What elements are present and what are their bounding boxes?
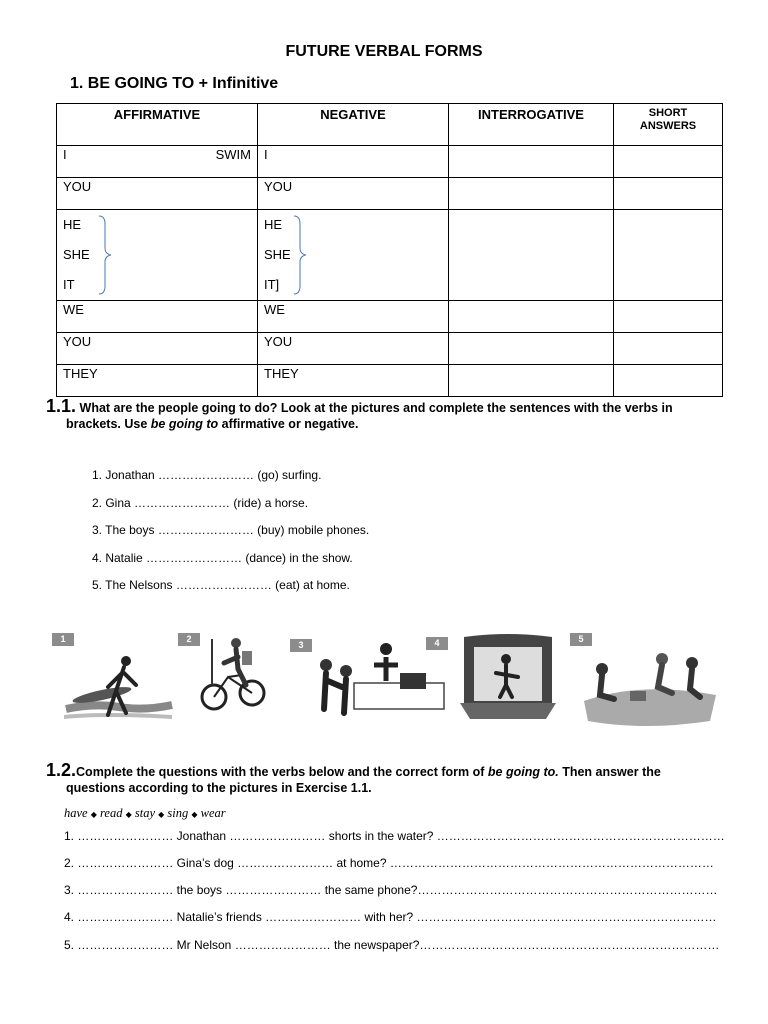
cell-affirmative: YOU [57,178,258,210]
cell-interrogative [449,178,614,210]
instruction-italic: be going to [150,417,219,431]
cell-interrogative [449,146,614,178]
header-interrogative: INTERROGATIVE [449,104,614,146]
picnic-icon [580,645,720,729]
stage-icon [460,633,556,723]
cell-negative [258,210,449,301]
cell-affirmative [57,146,258,178]
cell-interrogative [449,301,614,333]
cell-negative: WE [258,301,449,333]
pronoun: I [63,147,67,162]
diamond-icon: ◆ [125,810,132,819]
exercise-1-1-instructions [46,398,716,432]
cell-affirmative: WE [57,301,258,333]
question-item: 5. …………………… Mr Nelson …………………… the newspaper?………………………………………………………………… [64,938,720,952]
cell-short-answer [614,333,723,365]
sentence-item: 3. The boys …………………… (buy) mobile phones. [92,523,370,537]
sentence-item: 2. Gina …………………… (ride) a horse. [92,496,309,510]
diamond-icon: ◆ [90,810,97,819]
question-item: 1. …………………… Jonathan …………………… shorts in the water? ……………………………………………………………… [64,829,725,843]
header-affirmative: AFFIRMATIVE [57,104,258,146]
exercise-number: 1.2. [46,760,77,780]
exercise-number: 1.1. [46,396,77,416]
instruction-text: What are the people going to do? Look at the pictures and complete the sentences with the verbs in [79,401,673,415]
instruction-text: affirmative or negative. [218,417,359,431]
table-header-row [57,104,723,146]
pronoun: IT [63,277,75,292]
section-title: 1. BE GOING TO + Infinitive [70,75,279,92]
diamond-icon: ◆ [158,810,165,819]
cell-short-answer [614,301,723,333]
sentence-item: 5. The Nelsons …………………… (eat) at home. [92,578,350,592]
picture-number: 4 [426,637,448,650]
cell-negative: I [258,146,449,178]
table-row [57,333,723,365]
exercise-1-2-instructions [46,762,716,796]
pronoun: HE [63,217,82,232]
pronoun: SHE [63,247,90,262]
verb-item: sing [167,806,189,820]
instruction-text: questions according to the pictures in Exercise 1.1. [66,781,372,795]
question-item: 4. …………………… Natalie’s friends …………………… with her? ………………………………………………………………… [64,910,717,924]
diamond-icon: ◆ [191,810,198,819]
cell-negative: THEY [258,365,449,397]
cell-short-answer [614,365,723,397]
surfer-icon [64,647,174,732]
cell-affirmative: YOU [57,333,258,365]
verb-item: read [100,806,123,820]
table-row [57,301,723,333]
cell-interrogative [449,333,614,365]
header-negative: NEGATIVE [258,104,449,146]
instruction-text: brackets. Use [66,417,151,431]
page-title: FUTURE VERBAL FORMS [285,43,483,60]
question-item: 2. …………………… Gina’s dog …………………… at home? ……………………………………………………………………… [64,856,714,870]
table-row [57,210,723,301]
verb-item: have [64,806,88,820]
sentence-item: 1. Jonathan …………………… (go) surfing. [92,468,322,482]
instruction-text: Complete the questions with the verbs below and the correct form of [76,765,488,779]
cell-short-answer [614,178,723,210]
cell-interrogative [449,210,614,301]
cell-affirmative [57,210,258,301]
verb-item: wear [200,806,226,820]
picture-number: 3 [290,639,312,652]
cell-short-answer [614,210,723,301]
conjugation-table [56,103,723,397]
question-item: 3. …………………… the boys …………………… the same phone?………………………………………………………………… [64,883,718,897]
picture-number: 5 [570,633,592,646]
header-short-answers: SHORT ANSWERS [614,104,723,146]
cell-negative: YOU [258,333,449,365]
verb-list [64,806,226,821]
table-row [57,365,723,397]
verb: SWIM [215,147,251,162]
cell-short-answer [614,146,723,178]
table-row [57,146,723,178]
brace-icon [292,214,312,296]
cell-affirmative: THEY [57,365,258,397]
pronoun: SHE [264,247,291,262]
instruction-italic: be going to. [487,765,559,779]
brace-icon [97,214,117,296]
verb-item: stay [134,806,156,820]
picture-number: 1 [52,633,74,646]
picture-number: 2 [178,633,200,646]
table-row [57,178,723,210]
pronoun: HE [264,217,283,232]
pronoun: IT] [264,277,280,292]
cell-negative: YOU [258,178,449,210]
sentence-item: 4. Natalie …………………… (dance) in the show. [92,551,353,565]
instruction-text: Then answer the [558,765,661,779]
cell-interrogative [449,365,614,397]
bicycle-icon [198,633,278,719]
